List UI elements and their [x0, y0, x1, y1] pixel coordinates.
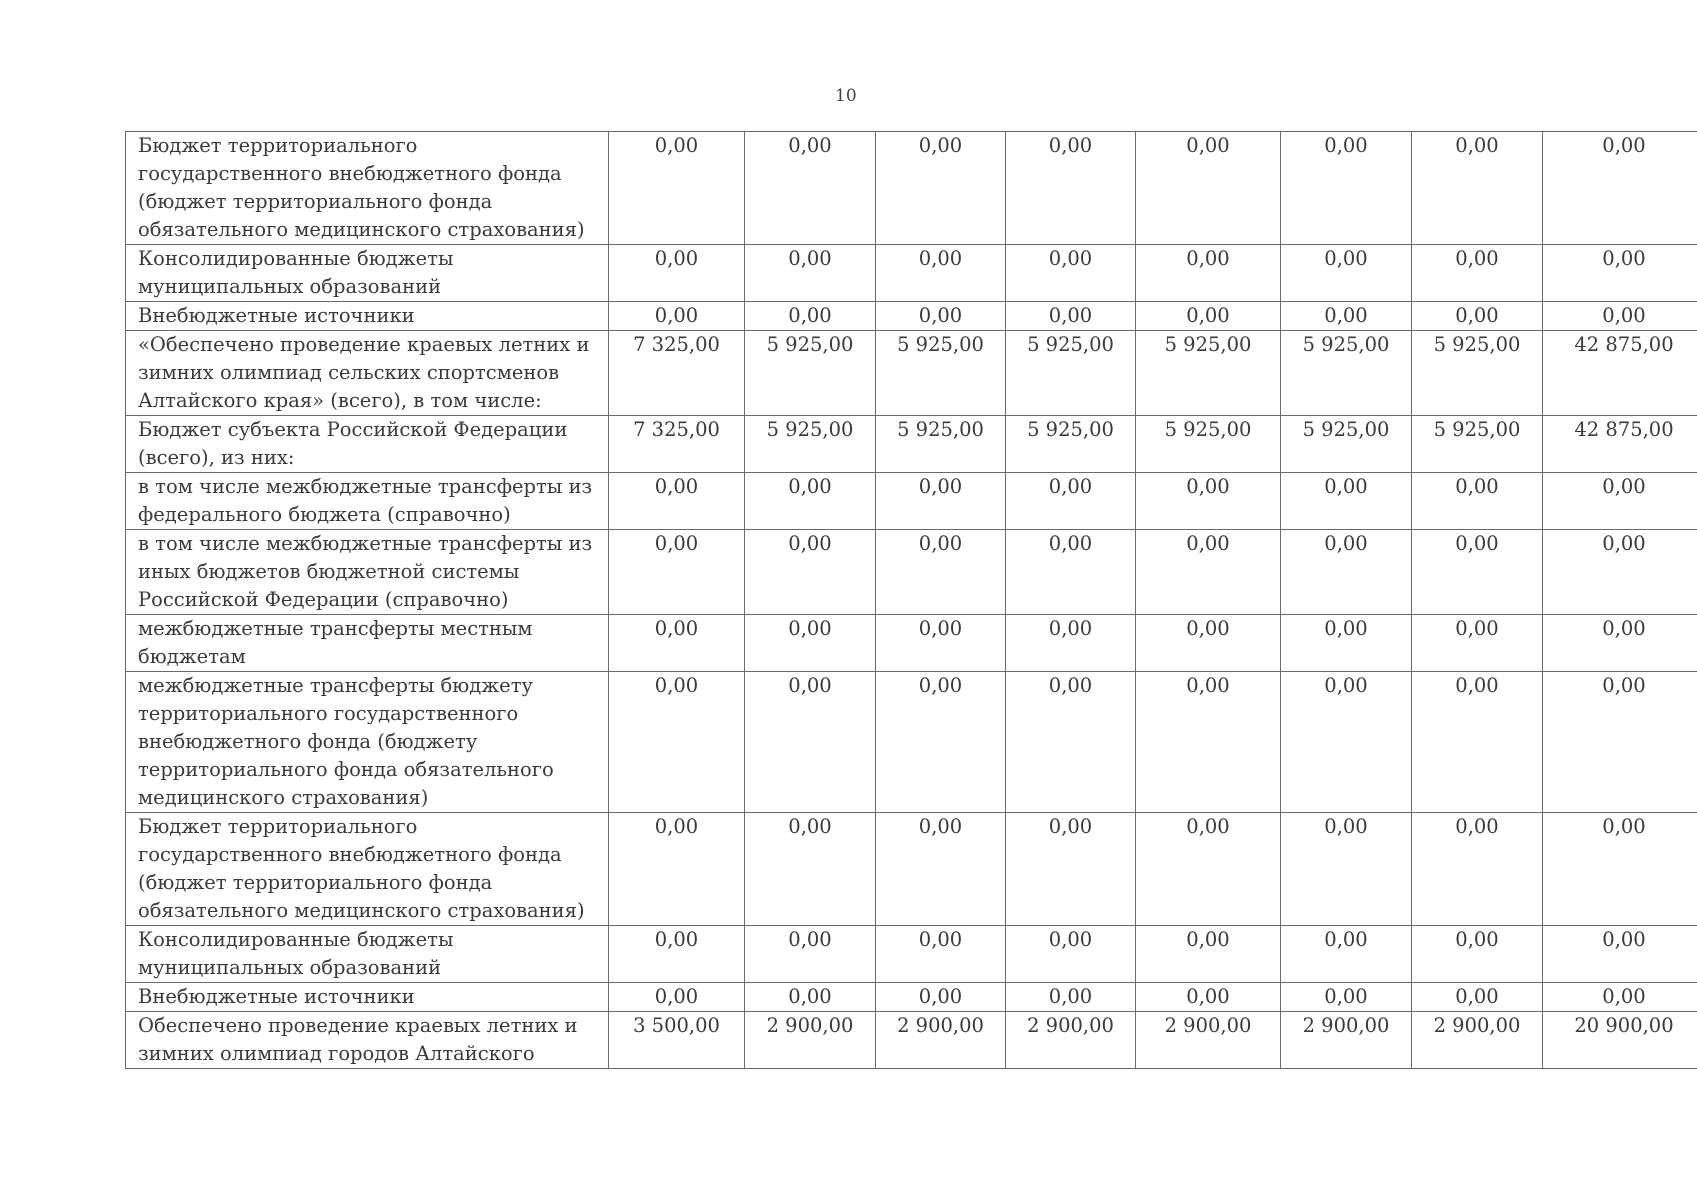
row-label: Консолидированные бюджеты муниципальных образований [126, 926, 609, 983]
value-cell: 0,00 [745, 473, 876, 530]
value-cell: 0,00 [1281, 245, 1412, 302]
value-cell: 0,00 [876, 473, 1006, 530]
value-cell: 0,00 [1281, 530, 1412, 615]
value-cell: 5 925,00 [1006, 331, 1136, 416]
value-cell: 0,00 [1006, 672, 1136, 813]
value-cell: 0,00 [1412, 983, 1543, 1012]
value-cell: 0,00 [876, 615, 1006, 672]
row-label: Бюджет территориального государственного внебюджетного фонда (бюджет территориального фонда обязательного медицинского страхования) [126, 132, 609, 245]
value-cell: 0,00 [1136, 302, 1281, 331]
value-cell: 0,00 [1136, 615, 1281, 672]
table-row [126, 331, 1697, 416]
value-cell: 0,00 [1006, 983, 1136, 1012]
value-cell: 5 925,00 [1412, 331, 1543, 416]
value-cell: 5 925,00 [876, 331, 1006, 416]
table-row [126, 1012, 1697, 1069]
table-row [126, 530, 1697, 615]
row-label: Внебюджетные источники [126, 983, 609, 1012]
row-label: Бюджет субъекта Российской Федерации (всего), из них: [126, 416, 609, 473]
value-cell: 0,00 [609, 302, 745, 331]
budget-table-body [126, 132, 1697, 1069]
value-cell: 3 500,00 [609, 1012, 745, 1069]
value-cell: 0,00 [1412, 813, 1543, 926]
table-row [126, 615, 1697, 672]
value-cell: 0,00 [745, 615, 876, 672]
value-cell: 0,00 [1006, 615, 1136, 672]
value-cell: 5 925,00 [745, 416, 876, 473]
value-cell: 0,00 [745, 302, 876, 331]
value-cell: 0,00 [609, 132, 745, 245]
value-cell: 0,00 [1281, 926, 1412, 983]
value-cell: 2 900,00 [1412, 1012, 1543, 1069]
row-label: в том числе межбюджетные трансферты из федерального бюджета (справочно) [126, 473, 609, 530]
value-cell: 0,00 [1412, 672, 1543, 813]
value-cell: 0,00 [1543, 245, 1697, 302]
value-cell: 0,00 [1006, 813, 1136, 926]
value-cell: 0,00 [1136, 813, 1281, 926]
table-row [126, 672, 1697, 813]
value-cell: 0,00 [1136, 132, 1281, 245]
value-cell: 0,00 [1412, 473, 1543, 530]
value-cell: 2 900,00 [876, 1012, 1006, 1069]
value-cell: 2 900,00 [745, 1012, 876, 1069]
value-cell: 7 325,00 [609, 331, 745, 416]
table-row [126, 416, 1697, 473]
value-cell: 5 925,00 [745, 331, 876, 416]
value-cell: 20 900,00 [1543, 1012, 1697, 1069]
value-cell: 0,00 [1006, 473, 1136, 530]
value-cell: 0,00 [1281, 473, 1412, 530]
value-cell: 0,00 [609, 672, 745, 813]
table-row [126, 813, 1697, 926]
value-cell: 0,00 [745, 245, 876, 302]
value-cell: 0,00 [1543, 672, 1697, 813]
value-cell: 0,00 [1412, 615, 1543, 672]
value-cell: 5 925,00 [876, 416, 1006, 473]
table-row [126, 473, 1697, 530]
value-cell: 0,00 [1136, 983, 1281, 1012]
value-cell: 0,00 [1281, 672, 1412, 813]
table-row [126, 302, 1697, 331]
value-cell: 0,00 [1412, 302, 1543, 331]
value-cell: 0,00 [1006, 926, 1136, 983]
budget-table [125, 131, 1697, 1069]
value-cell: 0,00 [1281, 983, 1412, 1012]
value-cell: 0,00 [1412, 530, 1543, 615]
value-cell: 0,00 [609, 813, 745, 926]
value-cell: 0,00 [1543, 302, 1697, 331]
value-cell: 0,00 [1136, 530, 1281, 615]
value-cell: 0,00 [1136, 672, 1281, 813]
value-cell: 2 900,00 [1136, 1012, 1281, 1069]
value-cell: 5 925,00 [1281, 416, 1412, 473]
table-row [126, 245, 1697, 302]
value-cell: 0,00 [1412, 132, 1543, 245]
value-cell: 0,00 [745, 672, 876, 813]
value-cell: 0,00 [876, 672, 1006, 813]
value-cell: 0,00 [1006, 302, 1136, 331]
value-cell: 0,00 [876, 302, 1006, 331]
value-cell: 0,00 [1281, 132, 1412, 245]
value-cell: 0,00 [745, 983, 876, 1012]
value-cell: 42 875,00 [1543, 331, 1697, 416]
value-cell: 0,00 [609, 530, 745, 615]
value-cell: 0,00 [1412, 926, 1543, 983]
table-row [126, 926, 1697, 983]
value-cell: 0,00 [609, 473, 745, 530]
value-cell: 0,00 [1543, 132, 1697, 245]
value-cell: 7 325,00 [609, 416, 745, 473]
table-row [126, 132, 1697, 245]
value-cell: 0,00 [745, 132, 876, 245]
value-cell: 0,00 [1543, 615, 1697, 672]
value-cell: 0,00 [876, 813, 1006, 926]
value-cell: 42 875,00 [1543, 416, 1697, 473]
table-row [126, 983, 1697, 1012]
value-cell: 0,00 [1543, 813, 1697, 926]
value-cell: 0,00 [1543, 983, 1697, 1012]
row-label: Обеспечено проведение краевых летних и зимних олимпиад городов Алтайского [126, 1012, 609, 1069]
row-label: «Обеспечено проведение краевых летних и зимних олимпиад сельских спортсменов Алтайского края» (всего), в том числе: [126, 331, 609, 416]
value-cell: 0,00 [609, 926, 745, 983]
value-cell: 5 925,00 [1006, 416, 1136, 473]
value-cell: 0,00 [609, 615, 745, 672]
value-cell: 2 900,00 [1281, 1012, 1412, 1069]
value-cell: 0,00 [609, 983, 745, 1012]
row-label: в том числе межбюджетные трансферты из иных бюджетов бюджетной системы Российской Федерации (справочно) [126, 530, 609, 615]
value-cell: 0,00 [876, 530, 1006, 615]
value-cell: 0,00 [609, 245, 745, 302]
value-cell: 0,00 [876, 132, 1006, 245]
row-label: межбюджетные трансферты бюджету территориального государственного внебюджетного фонда (бюджету территориального фонда обязательного медицинского страхования) [126, 672, 609, 813]
value-cell: 0,00 [1543, 473, 1697, 530]
value-cell: 0,00 [1136, 926, 1281, 983]
value-cell: 5 925,00 [1281, 331, 1412, 416]
value-cell: 5 925,00 [1136, 416, 1281, 473]
value-cell: 0,00 [876, 245, 1006, 302]
value-cell: 5 925,00 [1136, 331, 1281, 416]
row-label: Консолидированные бюджеты муниципальных образований [126, 245, 609, 302]
value-cell: 0,00 [745, 926, 876, 983]
value-cell: 0,00 [876, 983, 1006, 1012]
value-cell: 0,00 [1281, 302, 1412, 331]
value-cell: 0,00 [1006, 530, 1136, 615]
row-label: Внебюджетные источники [126, 302, 609, 331]
value-cell: 0,00 [1543, 530, 1697, 615]
value-cell: 0,00 [745, 813, 876, 926]
value-cell: 0,00 [1006, 132, 1136, 245]
value-cell: 0,00 [1543, 926, 1697, 983]
value-cell: 0,00 [745, 530, 876, 615]
value-cell: 0,00 [1136, 245, 1281, 302]
row-label: Бюджет территориального государственного внебюджетного фонда (бюджет территориального фонда обязательного медицинского страхования) [126, 813, 609, 926]
value-cell: 0,00 [1281, 615, 1412, 672]
value-cell: 0,00 [876, 926, 1006, 983]
value-cell: 5 925,00 [1412, 416, 1543, 473]
value-cell: 0,00 [1281, 813, 1412, 926]
value-cell: 2 900,00 [1006, 1012, 1136, 1069]
value-cell: 0,00 [1412, 245, 1543, 302]
value-cell: 0,00 [1006, 245, 1136, 302]
row-label: межбюджетные трансферты местным бюджетам [126, 615, 609, 672]
value-cell: 0,00 [1136, 473, 1281, 530]
page-number: 10 [835, 86, 857, 106]
